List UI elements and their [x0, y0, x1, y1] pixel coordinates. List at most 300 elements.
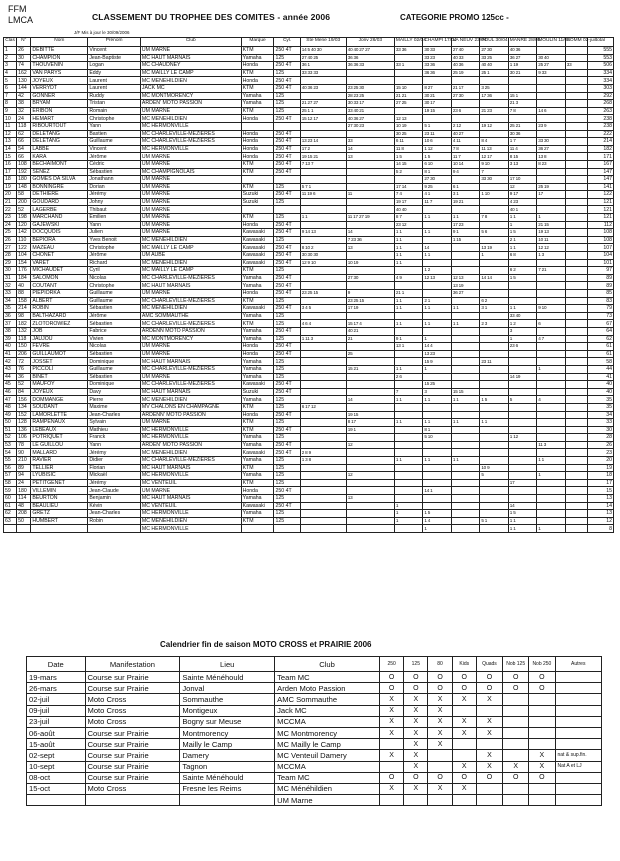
ranking-cell	[423, 115, 451, 123]
ranking-cell: 2 1	[508, 236, 536, 244]
ranking-cell	[451, 510, 479, 518]
ranking-cell	[565, 145, 587, 153]
ranking-cell: 125	[274, 335, 300, 343]
table-row	[27, 672, 602, 683]
ranking-cell: 6 10	[423, 160, 451, 168]
ranking-cell: Romain	[88, 107, 141, 115]
table-row	[4, 198, 614, 206]
ranking-cell	[480, 350, 508, 358]
ranking-cell: 125	[274, 403, 300, 411]
ranking-cell: 11	[346, 191, 394, 199]
ranking-cell: 1	[394, 510, 422, 518]
calendar-cell	[503, 727, 529, 738]
ranking-cell	[565, 525, 587, 533]
ranking-cell	[537, 502, 565, 510]
ranking-cell	[537, 282, 565, 290]
ranking-cell: UM MARNE	[140, 487, 241, 495]
ranking-cell	[300, 267, 346, 275]
ranking-cell: 1 5	[423, 153, 451, 161]
ranking-cell: Yamaha	[241, 441, 274, 449]
table-row	[4, 115, 614, 123]
calendar-cell: UM Marne	[275, 795, 380, 806]
ranking-column-header: CHAMPI 17/04	[423, 38, 451, 47]
ranking-cell	[480, 381, 508, 389]
ranking-cell: 2 8 9	[300, 449, 346, 457]
calendar-cell: MC Montmorency	[275, 727, 380, 738]
ranking-cell: 45	[4, 381, 17, 389]
ranking-cell	[451, 517, 479, 525]
ranking-cell: DELETANG	[31, 130, 88, 138]
ranking-cell: Kawasaki	[241, 236, 274, 244]
ranking-cell	[565, 457, 587, 465]
calendar-cell: X	[428, 739, 452, 750]
ranking-cell	[565, 236, 587, 244]
calendar-cell	[380, 761, 404, 772]
ranking-cell	[565, 153, 587, 161]
ranking-cell	[346, 525, 394, 533]
ranking-cell: 12	[346, 472, 394, 480]
ranking-cell: Vincent	[88, 145, 141, 153]
ranking-cell	[300, 495, 346, 503]
ranking-cell: MC CHARLEVILLE-MEZIERES	[140, 297, 241, 305]
ranking-cell: 250 4T	[274, 411, 300, 419]
ranking-cell: 1 1	[451, 419, 479, 427]
ranking-cell: 64	[587, 327, 613, 335]
table-row	[27, 761, 602, 772]
ranking-cell: 40 36	[451, 62, 479, 70]
ranking-cell	[300, 236, 346, 244]
ranking-cell	[346, 517, 394, 525]
ranking-cell: 33 23	[423, 54, 451, 62]
calendar-cell: X	[476, 716, 502, 727]
ranking-cell: 142	[17, 229, 31, 237]
ranking-cell: 250 4T	[274, 191, 300, 199]
calendar-column-header: Manifestation	[85, 657, 180, 672]
ranking-cell: 4 7	[537, 335, 565, 343]
ranking-cell	[480, 441, 508, 449]
ranking-cell: 250 4T	[274, 145, 300, 153]
ranking-cell: 23 11	[423, 130, 451, 138]
ranking-cell	[346, 221, 394, 229]
ranking-cell: Yamaha	[241, 335, 274, 343]
ranking-cell	[241, 525, 274, 533]
calendar-cell: X	[452, 783, 476, 794]
ranking-cell: 36 36	[346, 54, 394, 62]
calendar-cell	[380, 795, 404, 806]
ranking-cell: 125	[274, 198, 300, 206]
ranking-cell: 29	[4, 259, 17, 267]
table-row	[4, 297, 614, 305]
ranking-cell: 14 14	[480, 274, 508, 282]
ranking-cell: 17 36	[480, 92, 508, 100]
ranking-cell	[565, 335, 587, 343]
table-row	[4, 168, 614, 176]
ranking-cell: 37	[4, 320, 17, 328]
calendar-column-header: Quads	[476, 657, 502, 672]
ranking-cell	[451, 381, 479, 389]
ranking-cell: 30 17	[423, 100, 451, 108]
ranking-cell: 1 5	[508, 274, 536, 282]
ranking-cell: 180	[17, 176, 31, 184]
ranking-cell	[508, 487, 536, 495]
ranking-cell: HEMART	[31, 115, 88, 123]
ranking-cell: UM MARNE	[140, 107, 241, 115]
ranking-cell	[300, 381, 346, 389]
ranking-cell: Florian	[88, 464, 141, 472]
ranking-cell: 1 5	[423, 510, 451, 518]
ranking-cell	[480, 373, 508, 381]
ranking-cell	[300, 312, 346, 320]
ranking-cell: MC HAUT MARNAIS	[140, 388, 241, 396]
calendar-column-header: Kids	[452, 657, 476, 672]
ranking-cell: 36 1	[300, 62, 346, 70]
ranking-cell: Yamaha	[241, 510, 274, 518]
ranking-cell: Yamaha	[241, 282, 274, 290]
ranking-cell: 2 3	[480, 320, 508, 328]
ranking-cell: MARCHAND	[31, 214, 88, 222]
ranking-cell	[274, 525, 300, 533]
ranking-cell: 1 1	[394, 229, 422, 237]
ranking-cell: 1 7	[508, 138, 536, 146]
ranking-header-row	[4, 38, 614, 47]
ranking-cell: 1 1	[480, 419, 508, 427]
ranking-cell	[88, 525, 141, 533]
ranking-cell: 8 10 2	[300, 244, 346, 252]
table-row	[4, 411, 614, 419]
ranking-cell: MC MAILLY LE CAMP	[140, 69, 241, 77]
ranking-cell: 33 25	[480, 54, 508, 62]
ranking-cell	[565, 320, 587, 328]
ranking-cell: UM MARNE	[140, 206, 241, 214]
ranking-cell: 84	[17, 388, 31, 396]
calendar-cell: O	[380, 672, 404, 683]
calendar-title: Calendrier fin de saison MOTO CROSS et PRAIRIE 2006	[160, 640, 372, 649]
calendar-cell	[503, 750, 529, 761]
ranking-cell: JACK MC	[140, 84, 241, 92]
ranking-cell: MC HAUT MARNAIS	[140, 358, 241, 366]
ranking-cell: 30 21	[423, 92, 451, 100]
ranking-cell: 8 7	[394, 214, 422, 222]
ranking-cell: 54	[17, 145, 31, 153]
ranking-cell: 43	[4, 365, 17, 373]
ranking-cell: 48	[4, 403, 17, 411]
ranking-cell: 6	[537, 320, 565, 328]
ranking-cell: 23 9	[537, 122, 565, 130]
ranking-cell: 7	[4, 92, 17, 100]
ranking-cell: Suzuki	[241, 388, 274, 396]
ranking-cell: 76	[17, 365, 31, 373]
calendar-cell: X	[428, 705, 452, 716]
ranking-cell: VAN PARYS	[31, 69, 88, 77]
ranking-cell: GUILLAUMOT	[31, 350, 88, 358]
ranking-cell: 19 21	[451, 198, 479, 206]
ranking-cell: 33	[565, 62, 587, 70]
calendar-header-row	[27, 657, 602, 672]
ranking-cell: 250 4T	[274, 290, 300, 298]
ranking-cell	[565, 517, 587, 525]
ranking-cell: 79	[587, 305, 613, 313]
ranking-cell: 17	[537, 191, 565, 199]
ranking-cell	[346, 502, 394, 510]
calendar-cell: Course sur Prairie	[85, 761, 180, 772]
ranking-cell	[480, 183, 508, 191]
ranking-cell	[300, 122, 346, 130]
ranking-cell	[565, 69, 587, 77]
calendar-cell	[452, 795, 476, 806]
ranking-cell: 1 15	[451, 236, 479, 244]
ranking-cell: 214	[17, 305, 31, 313]
ranking-cell: 40 40	[480, 62, 508, 70]
ranking-cell: 40 21	[346, 327, 394, 335]
ranking-cell: 15	[4, 153, 17, 161]
ranking-cell	[565, 214, 587, 222]
ranking-cell: 20	[4, 191, 17, 199]
ranking-cell	[537, 373, 565, 381]
table-row	[4, 320, 614, 328]
ranking-cell: UM MARNE	[140, 214, 241, 222]
ranking-cell: 55	[4, 457, 17, 465]
ranking-cell: 9	[346, 290, 394, 298]
ranking-cell: 250 4T	[274, 305, 300, 313]
ranking-cell	[508, 282, 536, 290]
calendar-cell	[529, 694, 555, 705]
calendar-cell	[404, 795, 428, 806]
ranking-cell	[300, 411, 346, 419]
ranking-cell: 24	[4, 221, 17, 229]
ranking-cell	[300, 92, 346, 100]
ranking-cell: 8 27	[423, 84, 451, 92]
ranking-cell: 12 13	[394, 115, 422, 123]
ranking-cell: 40 40	[394, 206, 422, 214]
ranking-cell: 32	[17, 107, 31, 115]
ranking-cell: UM AUBE	[140, 252, 241, 260]
ranking-cell	[300, 176, 346, 184]
ranking-cell: Yamaha	[241, 434, 274, 442]
calendar-cell: 10-sept	[27, 761, 86, 772]
ranking-cell: Mathieu	[88, 426, 141, 434]
ranking-cell: 6 8	[508, 252, 536, 260]
ranking-cell: 17	[587, 479, 613, 487]
ranking-cell: RAMPENAUX	[31, 419, 88, 427]
ranking-cell: MC HERMONVILLE	[140, 510, 241, 518]
ranking-cell: 553	[587, 54, 613, 62]
calendar-cell: 08-oct	[27, 772, 86, 783]
ranking-cell: 19 15 21	[300, 153, 346, 161]
ranking-cell: 21 3	[508, 100, 536, 108]
ranking-cell	[480, 100, 508, 108]
ranking-cell: UM MARNE	[140, 198, 241, 206]
ranking-cell	[537, 487, 565, 495]
ranking-cell: Yamaha	[241, 457, 274, 465]
ranking-cell: JOYEUX	[31, 388, 88, 396]
ranking-cell	[537, 259, 565, 267]
ranking-cell: 26	[587, 441, 613, 449]
ranking-cell: Sébastien	[88, 350, 141, 358]
ranking-cell	[451, 434, 479, 442]
ranking-cell: 250 4T	[274, 244, 300, 252]
calendar-cell: Mailly le Camp	[180, 739, 275, 750]
ranking-cell: Pierre	[88, 396, 141, 404]
calendar-cell: X	[380, 694, 404, 705]
ranking-cell: 27 30	[451, 92, 479, 100]
ranking-cell: MC CHARLEVILLE-MEZIERES	[140, 381, 241, 389]
ranking-cell: 28	[4, 252, 17, 260]
ranking-cell: 214	[587, 138, 613, 146]
ranking-cell	[565, 343, 587, 351]
ranking-cell: MC VENTEUIL	[140, 479, 241, 487]
calendar-cell: Course sur Prairie	[85, 739, 180, 750]
ranking-cell: 122	[17, 244, 31, 252]
ranking-cell: ARDEN' MOTO PASSION	[140, 441, 241, 449]
ranking-cell: 7 8	[451, 145, 479, 153]
ranking-cell: 61	[4, 502, 17, 510]
ranking-cell: KTM	[241, 168, 274, 176]
ranking-cell: Sébastien	[88, 373, 141, 381]
ranking-cell: 3	[423, 388, 451, 396]
ranking-cell: 1 1	[394, 297, 422, 305]
ranking-cell: 15	[587, 487, 613, 495]
ranking-cell: 9 17	[508, 191, 536, 199]
ranking-cell	[565, 168, 587, 176]
ranking-cell: Yamaha	[241, 92, 274, 100]
ranking-cell	[565, 252, 587, 260]
table-row	[27, 772, 602, 783]
table-row	[4, 335, 614, 343]
ranking-cell	[565, 176, 587, 184]
ranking-cell: 167	[587, 160, 613, 168]
ranking-cell	[480, 479, 508, 487]
ranking-cell	[451, 244, 479, 252]
ranking-cell	[423, 290, 451, 298]
ranking-cell: 14 19	[508, 373, 536, 381]
ranking-cell: 19 1	[346, 426, 394, 434]
ranking-cell: Jérémy	[88, 191, 141, 199]
ranking-cell: 49	[4, 411, 17, 419]
ranking-cell	[565, 381, 587, 389]
ranking-cell	[565, 130, 587, 138]
ranking-cell: 250 4T	[274, 138, 300, 146]
ranking-cell: 184	[17, 274, 31, 282]
table-row	[4, 54, 614, 62]
ranking-cell	[537, 77, 565, 85]
ranking-cell	[508, 77, 536, 85]
ranking-cell: 3 13	[508, 160, 536, 168]
ranking-cell: 44	[4, 373, 17, 381]
ranking-cell: 250 4T	[274, 487, 300, 495]
table-row	[4, 472, 614, 480]
ranking-cell	[537, 479, 565, 487]
ranking-cell: 30 40	[537, 54, 565, 62]
ranking-cell	[394, 495, 422, 503]
ranking-cell: JOSSET	[31, 358, 88, 366]
calendar-column-header: Club	[275, 657, 380, 672]
ranking-cell: 1 1	[508, 244, 536, 252]
ranking-cell	[565, 77, 587, 85]
calendar-cell: MCCMA	[275, 761, 380, 772]
ranking-cell: GONNER	[31, 92, 88, 100]
ranking-cell	[451, 525, 479, 533]
ranking-cell: 42	[17, 92, 31, 100]
ranking-cell: 13	[587, 510, 613, 518]
ranking-cell: 147	[587, 168, 613, 176]
ranking-cell: ARDEN' MOTO PASSION	[140, 100, 241, 108]
calendar-cell: X	[476, 727, 502, 738]
calendar-cell	[529, 705, 555, 716]
ranking-cell	[480, 267, 508, 275]
ranking-cell: 17	[4, 168, 17, 176]
ranking-cell	[394, 449, 422, 457]
ranking-cell: AMC SOMMAUTHE	[140, 312, 241, 320]
ranking-cell	[565, 221, 587, 229]
ranking-cell	[423, 236, 451, 244]
ranking-cell: Dorian	[88, 183, 141, 191]
ranking-cell: 1	[4, 47, 17, 55]
ranking-cell: 14	[346, 229, 394, 237]
ranking-cell: 5 10	[423, 434, 451, 442]
ranking-cell: 250 4T	[274, 221, 300, 229]
ranking-cell: Laurent	[88, 84, 141, 92]
ranking-cell: 1 1	[451, 214, 479, 222]
ranking-cell	[508, 449, 536, 457]
ranking-cell: Richard	[88, 259, 141, 267]
ranking-cell: 5 7 1	[300, 183, 346, 191]
ranking-cell: 15 25	[423, 381, 451, 389]
calendar-cell: X	[404, 716, 428, 727]
ranking-cell: 36 36	[423, 69, 451, 77]
calendar-cell: 09-juil	[27, 705, 86, 716]
ranking-cell: 14	[346, 145, 394, 153]
ranking-cell: 59	[4, 487, 17, 495]
ranking-cell	[451, 327, 479, 335]
ranking-cell: 3	[508, 327, 536, 335]
ranking-cell: 136	[17, 426, 31, 434]
ranking-cell: 98	[17, 312, 31, 320]
ranking-cell: 9 1	[394, 335, 422, 343]
ranking-cell	[451, 411, 479, 419]
ranking-cell: Kévin	[88, 502, 141, 510]
ranking-cell: MC HERMONVILLE	[140, 434, 241, 442]
ranking-cell: 8 1	[423, 168, 451, 176]
ranking-cell	[451, 100, 479, 108]
ranking-cell	[508, 419, 536, 427]
ranking-column-header: Marque	[241, 38, 274, 47]
table-row	[4, 130, 614, 138]
ranking-cell: 154	[17, 259, 31, 267]
ranking-cell: 40 36 23	[300, 84, 346, 92]
ranking-cell: 238	[587, 122, 613, 130]
ranking-cell: 4	[537, 396, 565, 404]
ranking-cell	[300, 282, 346, 290]
table-row	[4, 365, 614, 373]
calendar-cell: X	[404, 705, 428, 716]
ranking-cell: 38	[17, 100, 31, 108]
ranking-cell	[565, 229, 587, 237]
ranking-cell: 1 10	[480, 191, 508, 199]
ranking-cell	[300, 396, 346, 404]
calendar-cell: O	[380, 683, 404, 694]
ranking-cell: VARET	[31, 259, 88, 267]
ranking-cell: 89	[17, 464, 31, 472]
calendar-cell: Moto Cross	[85, 716, 180, 727]
ranking-cell: KTM	[241, 403, 274, 411]
ranking-cell: 61	[587, 350, 613, 358]
ranking-cell	[394, 54, 422, 62]
ranking-cell: Julien	[88, 229, 141, 237]
ranking-cell	[300, 130, 346, 138]
ranking-cell	[537, 358, 565, 366]
ranking-cell	[423, 441, 451, 449]
ranking-cell: 108	[17, 160, 31, 168]
